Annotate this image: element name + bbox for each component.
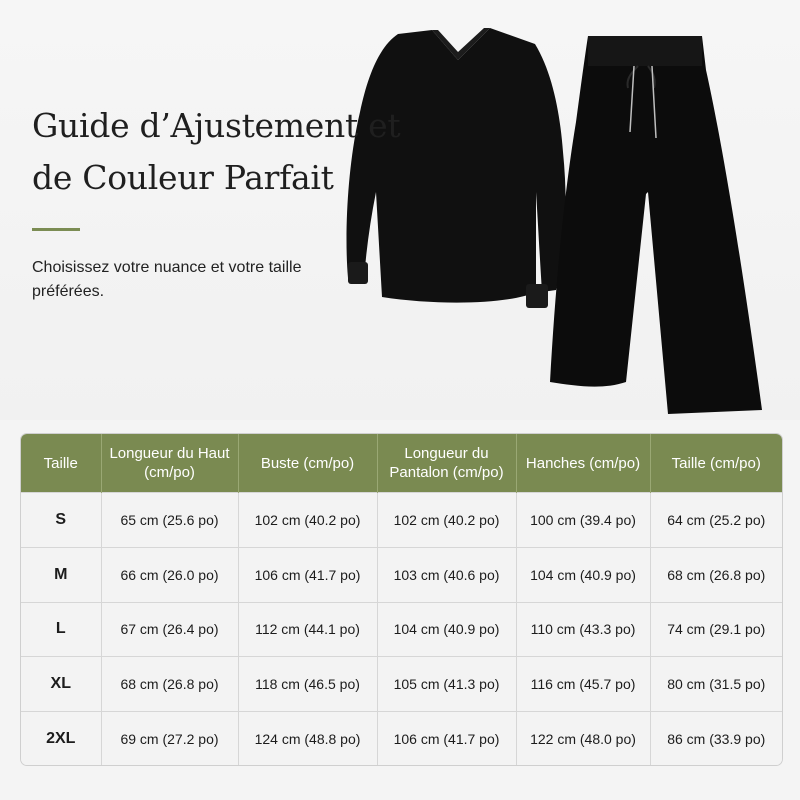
- accent-divider: [32, 228, 80, 231]
- table-cell: 66 cm (26.0 po): [101, 547, 238, 602]
- table-cell: 86 cm (33.9 po): [650, 712, 782, 766]
- table-cell: 112 cm (44.1 po): [238, 602, 377, 657]
- table-cell: 64 cm (25.2 po): [650, 493, 782, 548]
- table-cell: 100 cm (39.4 po): [516, 493, 650, 548]
- table-cell: 68 cm (26.8 po): [101, 657, 238, 712]
- table-cell: 106 cm (41.7 po): [238, 547, 377, 602]
- page-title: [32, 100, 400, 204]
- table-header-row: [21, 434, 782, 493]
- header-size: Taille: [21, 434, 101, 493]
- table-cell: 102 cm (40.2 po): [377, 493, 516, 548]
- table-row: [21, 493, 782, 548]
- header-hips: Hanches (cm/po): [516, 434, 650, 493]
- table-cell: 116 cm (45.7 po): [516, 657, 650, 712]
- size-label: L: [21, 602, 101, 657]
- table-cell: 65 cm (25.6 po): [101, 493, 238, 548]
- table-cell: 104 cm (40.9 po): [377, 602, 516, 657]
- header-pants-length: Longueur du Pantalon (cm/po): [377, 434, 516, 493]
- size-chart: [20, 433, 783, 766]
- table-row: [21, 657, 782, 712]
- title-line-2: de Couleur Parfait: [32, 158, 334, 197]
- table-cell: 105 cm (41.3 po): [377, 657, 516, 712]
- table-cell: 67 cm (26.4 po): [101, 602, 238, 657]
- table-cell: 110 cm (43.3 po): [516, 602, 650, 657]
- table-cell: 118 cm (46.5 po): [238, 657, 377, 712]
- title-line-1: Guide d’Ajustement et: [32, 106, 401, 145]
- table-cell: 103 cm (40.6 po): [377, 547, 516, 602]
- table-cell: 106 cm (41.7 po): [377, 712, 516, 766]
- header-bust: Buste (cm/po): [238, 434, 377, 493]
- size-label: 2XL: [21, 712, 101, 766]
- size-label: XL: [21, 657, 101, 712]
- table-cell: 102 cm (40.2 po): [238, 493, 377, 548]
- table-cell: 122 cm (48.0 po): [516, 712, 650, 766]
- table-row: [21, 712, 782, 766]
- header-top-length: Longueur du Haut (cm/po): [101, 434, 238, 493]
- table-cell: 80 cm (31.5 po): [650, 657, 782, 712]
- table-cell: 69 cm (27.2 po): [101, 712, 238, 766]
- table-row: [21, 547, 782, 602]
- size-label: S: [21, 493, 101, 548]
- table-cell: 74 cm (29.1 po): [650, 602, 782, 657]
- pants-illustration: [550, 36, 762, 414]
- size-table: [21, 434, 782, 765]
- product-image: [330, 22, 780, 422]
- table-row: [21, 602, 782, 657]
- table-cell: 104 cm (40.9 po): [516, 547, 650, 602]
- table-cell: 68 cm (26.8 po): [650, 547, 782, 602]
- size-label: M: [21, 547, 101, 602]
- header-waist: Taille (cm/po): [650, 434, 782, 493]
- subtitle: Choisissez votre nuance et votre taille préférées.: [32, 259, 302, 300]
- table-cell: 124 cm (48.8 po): [238, 712, 377, 766]
